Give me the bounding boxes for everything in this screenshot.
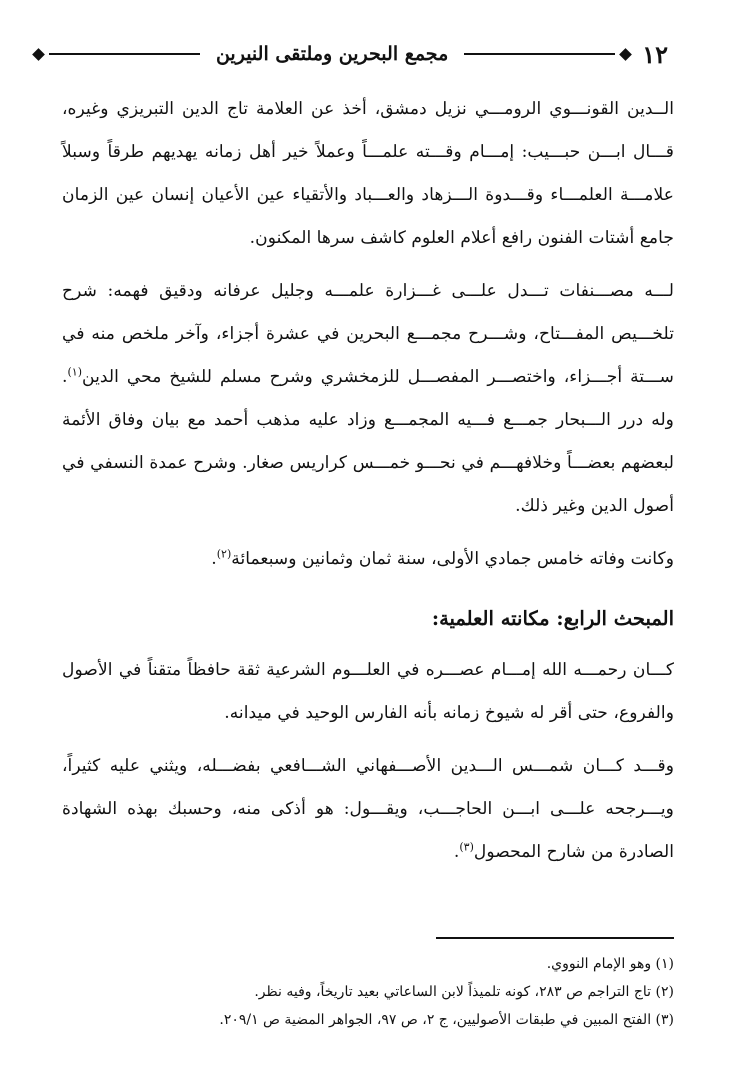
section-heading: المبحث الرابع: مكانته العلمية: xyxy=(431,607,674,630)
paragraph-death-text: وكانت وفاته خامس جمادي الأولى، سنة ثمان وثمانين وسبعمائة xyxy=(231,549,674,569)
paragraph-praise-tail: . xyxy=(453,842,460,862)
ornament-diamond-left-icon xyxy=(32,48,45,61)
header-rule-right xyxy=(464,53,615,55)
footnote-2: (٢) تاج التراجم ص ٢٨٣، كونه تلميذاً لابن الساعاتي بعيد تاريخاً، وفيه نظر. xyxy=(254,984,674,1000)
header-rule-left xyxy=(49,53,200,55)
paragraph-works xyxy=(62,270,674,528)
footnote-ref-2[interactable]: (٢) xyxy=(216,547,232,561)
ornament-diamond-right-icon xyxy=(619,48,632,61)
paragraph-praise-text: وقـــد كـــان شمـــس الـــدين الأصـــفهاني الشـــافعي بفضـــله، ويثني عليه كثيراً، ويـــرجحه علـــى ابـــن الحاجـــب، ويقـــول: هو أذكى منه، وحسبك بهذه الشهادة الصادرة من شارح المحصول xyxy=(62,756,674,862)
running-title: مجمع البحرين وملتقى النيرين xyxy=(215,43,449,65)
paragraph-standing: كـــان رحمـــه الله إمـــام عصـــره في العلـــوم الشرعية ثقة حافظاً متقناً في الأصول والفروع، حتى أقر له شيوخ زمانه بأنه الفارس الوحيد في ميدانه. xyxy=(62,660,674,723)
footnote-ref-3[interactable]: (٣) xyxy=(459,840,474,854)
page-header xyxy=(34,38,668,70)
paragraph-works-text: لـــه مصـــنفات تـــدل علـــى غـــزارة علمـــه وجليل عرفانه ودقيق فهمه: شرح تلخـــيص المفـــتاح، وشـــرح مجمـــع البحرين في عشرة أجزاء، وآخر ملخص منه في ســـتة أجـــزاء، واختصـــر المفصـــل للزمخشري وشرح مسلم للشيخ محي الدين xyxy=(62,281,674,387)
paragraph-death xyxy=(62,538,674,581)
page-body xyxy=(62,88,674,874)
paragraph-death-tail: . xyxy=(211,549,217,569)
page-number: ١٢ xyxy=(642,39,668,69)
footnote-1: (١) وهو الإمام النووي. xyxy=(546,956,674,972)
footnotes xyxy=(62,950,674,1034)
paragraph-praise xyxy=(62,745,674,874)
paragraph-biography: الــدين القونـــوي الرومـــي نزيل دمشق، أخذ عن العلامة تاج الدين التبريزي وغيره، قـــال ابـــن حبـــيب: إمـــام وقـــته علمـــاً وعملاً خير أهل زمانه يهديهم طرقاً وسبلاً علامـــة العلمـــاء وقـــدوة الـــزهاد والعـــباد والأتقياء عين الأعيان إنسان عين الزمان جامع أشتات الفنون رافع أعلام العلوم كاشف سرها المكنون. xyxy=(62,99,674,248)
paragraph-works-tail: . وله درر الـــبحار جمـــع فـــيه المجمـــع وزاد عليه مذهب أحمد مع بيان وفاق الأئمة لبعضهم بعضـــاً وخلافهـــم في نحـــو خمـــس كراريس صغار. وشرح عمدة النسفي في أصول الدين وغير ذلك. xyxy=(62,367,674,516)
footnote-ref-1[interactable]: (١) xyxy=(67,365,82,379)
footnote-separator xyxy=(436,937,674,939)
footnote-3: (٣) الفتح المبين في طبقات الأصوليين، ج ٢، ص ٩٧، الجواهر المضية ص ٢٠٩/١. xyxy=(219,1012,674,1028)
